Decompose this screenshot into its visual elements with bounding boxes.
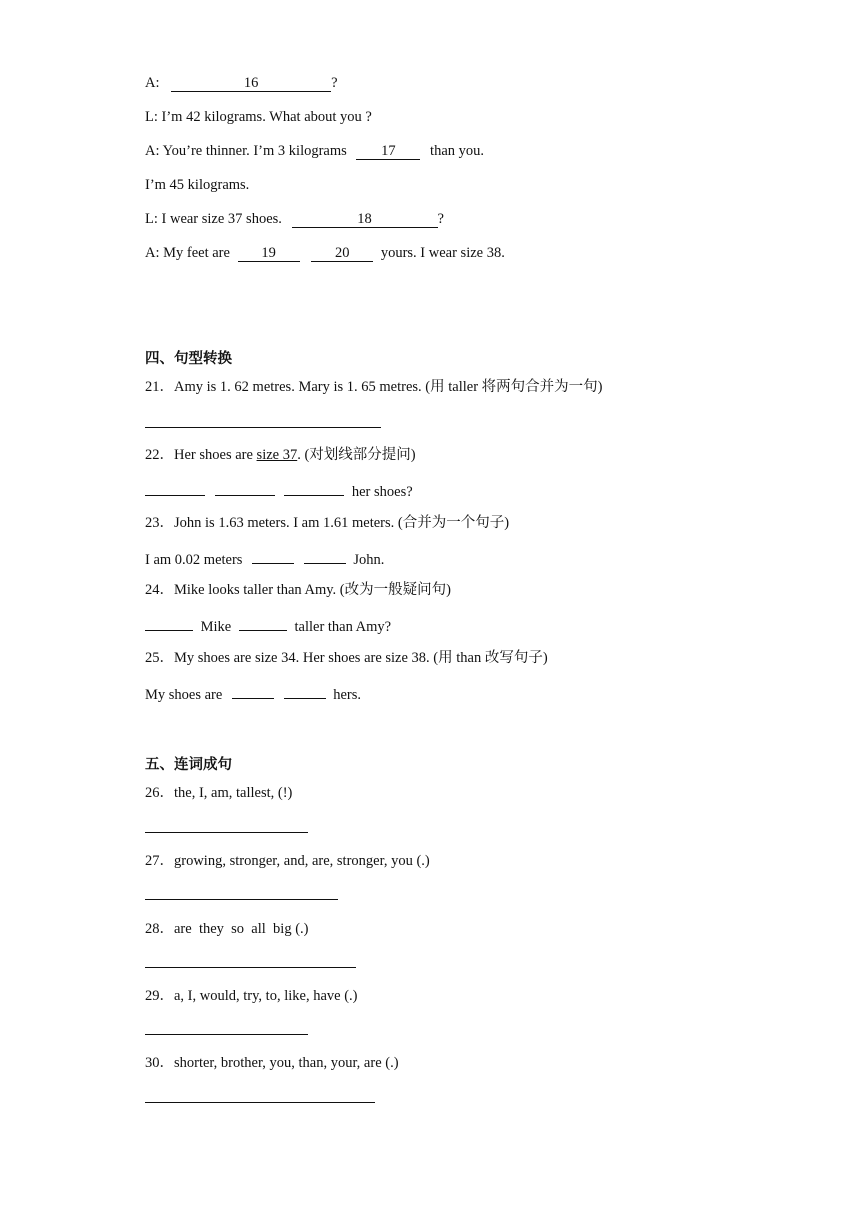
answer-text: My shoes are: [145, 687, 223, 703]
answer-24: [145, 615, 391, 636]
blank-23a[interactable]: [252, 548, 294, 564]
dialogue-line-19-20: [145, 244, 505, 262]
dialogue-text: My feet are: [163, 245, 230, 261]
answer-text: I am 0.02 meters: [145, 552, 243, 568]
dialogue-text: I’m 42 kilograms. What about you ?: [161, 109, 372, 125]
dialogue-text: yours. I wear size 38.: [380, 245, 505, 261]
blank-22a[interactable]: [145, 480, 205, 496]
answer-text: John.: [353, 552, 385, 568]
question-30: [145, 1054, 399, 1072]
answer-22: [145, 480, 413, 501]
question-number: 25．: [145, 650, 174, 666]
blank-19[interactable]: 19: [238, 246, 300, 262]
question-29: [145, 987, 357, 1005]
section-5-heading: 五、连词成句: [145, 757, 232, 773]
dialogue-text: than you.: [430, 143, 485, 159]
answer-line-27[interactable]: [145, 899, 338, 900]
answer-line-29[interactable]: [145, 1034, 308, 1035]
answer-23: [145, 548, 384, 569]
question-22: [145, 446, 416, 464]
question-number: 28．: [145, 921, 174, 937]
dialogue-text: I’m 45 kilograms.: [145, 177, 250, 193]
question-number: 30．: [145, 1055, 174, 1071]
underlined-part: size 37: [256, 447, 298, 463]
question-instruction: . (对划线部分提问): [297, 447, 416, 463]
question-26: [145, 784, 292, 802]
dialogue-line-17: [145, 142, 484, 160]
question-text: Mike looks taller than Amy. (改为一般疑问句): [174, 582, 451, 598]
question-28: [145, 920, 309, 938]
question-text: Her shoes are: [174, 447, 257, 463]
question-number: 29．: [145, 988, 174, 1004]
dialogue-line-16: [145, 74, 338, 92]
dialogue-line-4: [145, 176, 249, 194]
answer-text: hers.: [333, 687, 361, 703]
question-text: the, I, am, tallest, (!): [174, 785, 293, 801]
blank-23b[interactable]: [304, 548, 346, 564]
dialogue-line-18: [145, 210, 444, 228]
blank-22b[interactable]: [215, 480, 275, 496]
blank-24b[interactable]: [239, 615, 287, 631]
blank-18[interactable]: 18: [292, 212, 438, 228]
question-number: 27．: [145, 853, 174, 869]
question-text: a, I, would, try, to, like, have (.): [174, 988, 358, 1004]
speaker: A:: [145, 143, 160, 159]
speaker: L:: [145, 109, 158, 125]
blank-17[interactable]: 17: [356, 144, 420, 160]
line-end: ?: [437, 211, 444, 227]
question-number: 22．: [145, 447, 174, 463]
speaker: L:: [145, 211, 158, 227]
answer-line-30[interactable]: [145, 1102, 375, 1103]
line-end: ?: [331, 75, 338, 91]
blank-25a[interactable]: [232, 683, 274, 699]
question-24: [145, 581, 451, 599]
answer-line-26[interactable]: [145, 832, 308, 833]
blank-22c[interactable]: [284, 480, 344, 496]
speaker: A:: [145, 245, 160, 261]
question-21: [145, 378, 603, 396]
answer-line-28[interactable]: [145, 967, 356, 968]
question-text: are they so all big (.): [174, 921, 309, 937]
question-23: [145, 514, 509, 532]
dialogue-text: I wear size 37 shoes.: [161, 211, 282, 227]
section-4-heading: 四、句型转换: [145, 351, 232, 367]
speaker: A:: [145, 75, 160, 91]
question-number: 23．: [145, 515, 174, 531]
question-number: 26．: [145, 785, 174, 801]
question-text: John is 1.63 meters. I am 1.61 meters. (合并为一个句子): [174, 515, 510, 531]
question-25: [145, 649, 548, 667]
blank-20[interactable]: 20: [311, 246, 373, 262]
dialogue-text: You’re thinner. I’m 3 kilograms: [162, 143, 347, 159]
blank-25b[interactable]: [284, 683, 326, 699]
blank-24a[interactable]: [145, 615, 193, 631]
answer-text: taller than Amy?: [294, 619, 392, 635]
question-number: 24．: [145, 582, 174, 598]
answer-text: her shoes?: [351, 484, 413, 500]
question-text: My shoes are size 34. Her shoes are size 38. (用 than 改写句子): [174, 650, 548, 666]
question-text: shorter, brother, you, than, your, are (.): [174, 1055, 399, 1071]
question-text: Amy is 1. 62 metres. Mary is 1. 65 metres. (用 taller 将两句合并为一句): [174, 379, 603, 395]
blank-16[interactable]: 16: [171, 76, 331, 92]
question-text: growing, stronger, and, are, stronger, you (.): [174, 853, 430, 869]
question-number: 21．: [145, 379, 174, 395]
dialogue-line-2: [145, 108, 372, 126]
question-27: [145, 852, 430, 870]
answer-25: [145, 683, 361, 704]
answer-text: Mike: [200, 619, 232, 635]
answer-line-21[interactable]: [145, 427, 381, 428]
